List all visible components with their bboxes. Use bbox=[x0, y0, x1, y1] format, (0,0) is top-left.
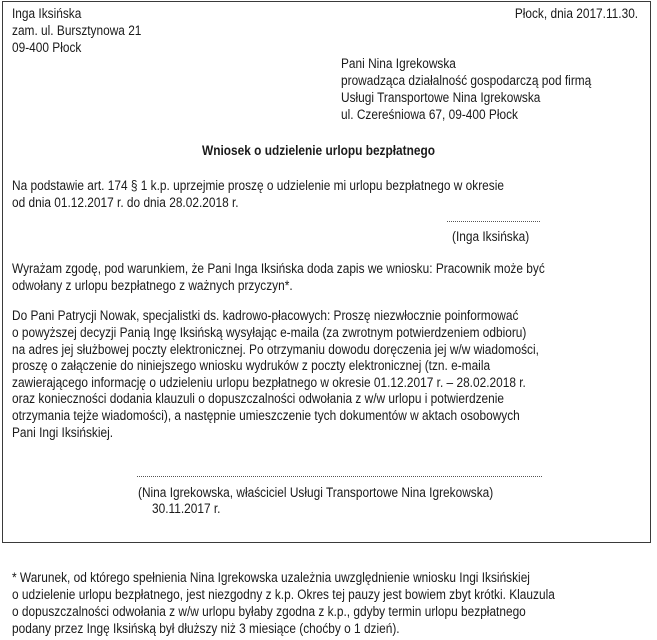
sender-address-city: 09-400 Płock bbox=[12, 40, 82, 55]
request-line: Na podstawie art. 174 § 1 k.p. uprzejmie proszę o udzielenie mi urlopu bezpłatnego w okresie bbox=[12, 178, 504, 193]
request-line: od dnia 01.12.2017 r. do dnia 28.02.2018 r. bbox=[12, 195, 239, 210]
recipient-address: ul. Czereśniowa 67, 09-400 Płock bbox=[341, 107, 518, 122]
instruction-line: zawierającego informację o udzieleniu urlopu bezpłatnego w okresie 01.12.2017 r. – 28.02.2018 r. bbox=[12, 375, 526, 390]
sender-address-street: zam. ul. Bursztynowa 21 bbox=[12, 23, 142, 38]
consent-line: odwołany z urlopu bezpłatnego z ważnych przyczyn*. bbox=[12, 278, 293, 293]
employer-signature-line bbox=[137, 476, 542, 477]
employer-signature-date: 30.11.2017 r. bbox=[152, 501, 221, 516]
footnote-line: o udzielenie urlopu bezpłatnego, jest niezgodny z k.p. Okres tej pauzy jest bowiem zbyt krótki. Klauzula bbox=[12, 587, 555, 602]
footnote-line: o dopuszczalności odwołania z w/w urlopu byłaby zgodna z k.p., gdyby termin urlopu bezpłatnego bbox=[12, 604, 526, 619]
instruction-line: Pani Ingi Iksińskiej. bbox=[12, 425, 114, 440]
footnote-line: podany przez Ingę Iksińską był dłuższy niż 3 miesiące (choćby o 1 dzień). bbox=[12, 621, 400, 636]
employee-signature-line bbox=[447, 221, 540, 222]
recipient-business: prowadząca działalność gospodarczą pod firmą bbox=[341, 73, 592, 88]
recipient-company: Usługi Transportowe Nina Igrekowska bbox=[341, 90, 541, 105]
instruction-line: Do Pani Patrycji Nowak, specjalistki ds. kadrowo-płacowych: Proszę niezwłocznie poinformować bbox=[12, 308, 519, 323]
recipient-name: Pani Nina Igrekowska bbox=[341, 56, 456, 71]
consent-line: Wyrażam zgodę, pod warunkiem, że Pani Inga Iksińska doda zapis we wniosku: Pracownik może być bbox=[12, 261, 545, 276]
document-title: Wniosek o udzielenie urlopu bezpłatnego bbox=[202, 143, 436, 158]
instruction-line: proszę o załączenie do niniejszego wniosku wydruków z poczty elektronicznej (tzn. e-maila bbox=[12, 358, 491, 373]
sender-name: Inga Iksińska bbox=[12, 6, 82, 21]
employee-signature-name: (Inga Iksińska) bbox=[452, 229, 530, 244]
instruction-line: na adres jej służbowej poczty elektronicznej. Po otrzymaniu dowodu doręczenia jej w/w wiadomości, bbox=[12, 342, 539, 357]
instruction-line: oraz konieczności dodania klauzuli o dopuszczalności odwołania z w/w urlopu i potwierdzenie bbox=[12, 391, 504, 406]
place-date: Płock, dnia 2017.11.30. bbox=[514, 6, 638, 21]
footnote-line: * Warunek, od którego spełnienia Nina Igrekowska uzależnia uwzględnienie wniosku Ingi Iksińskiej bbox=[12, 570, 530, 585]
employer-signature-name: (Nina Igrekowska, właściciel Usługi Transportowe Nina Igrekowska) bbox=[138, 485, 494, 500]
instruction-line: otrzymania tejże wiadomości), a następnie umieszczenie tych dokumentów w aktach osobowych bbox=[12, 408, 520, 423]
instruction-line: o powyższej decyzji Panią Ingę Iksińską wysyłając e-maila (za zwrotnym potwierdzeniem odbioru) bbox=[12, 325, 527, 340]
